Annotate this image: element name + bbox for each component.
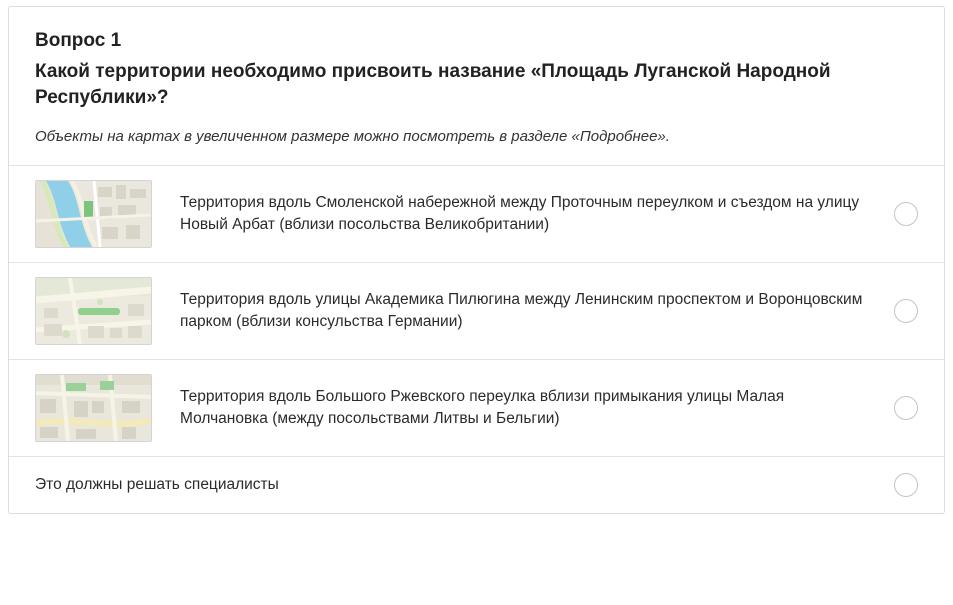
option-radio[interactable] bbox=[894, 299, 918, 323]
option-label: Территория вдоль Смоленской набережной между Проточным переулком и съездом на улицу Новый Арбат (вблизи посольства Великобритании) bbox=[180, 194, 860, 233]
option-label: Территория вдоль улицы Академика Пилюгина между Ленинским проспектом и Воронцовским парком (вблизи консульства Германии) bbox=[180, 291, 863, 330]
question-title: Какой территории необходимо присвоить название «Площадь Луганской Народной Республики»? bbox=[35, 61, 831, 108]
map-thumb-blocks-icon[interactable] bbox=[35, 374, 152, 442]
option-label: Территория вдоль Большого Ржевского переулка вблизи примыкания улицы Малая Молчановка (между посольствами Литвы и Бельгии) bbox=[180, 388, 785, 427]
option-radio[interactable] bbox=[894, 396, 918, 420]
map-thumb-river-icon[interactable] bbox=[35, 180, 152, 248]
question-number: Вопрос 1 bbox=[35, 30, 122, 51]
poll-card bbox=[8, 6, 945, 514]
option-row[interactable] bbox=[9, 457, 944, 513]
option-radio[interactable] bbox=[894, 473, 918, 497]
option-row[interactable] bbox=[9, 360, 944, 457]
option-row[interactable] bbox=[9, 166, 944, 263]
question-note: Объекты на картах в увеличенном размере можно посмотреть в разделе «Подробнее». bbox=[35, 128, 670, 145]
map-thumb-park-icon[interactable] bbox=[35, 277, 152, 345]
question-header bbox=[9, 7, 944, 166]
option-label: Это должны решать специалисты bbox=[35, 476, 279, 493]
option-row[interactable] bbox=[9, 263, 944, 360]
option-radio[interactable] bbox=[894, 202, 918, 226]
